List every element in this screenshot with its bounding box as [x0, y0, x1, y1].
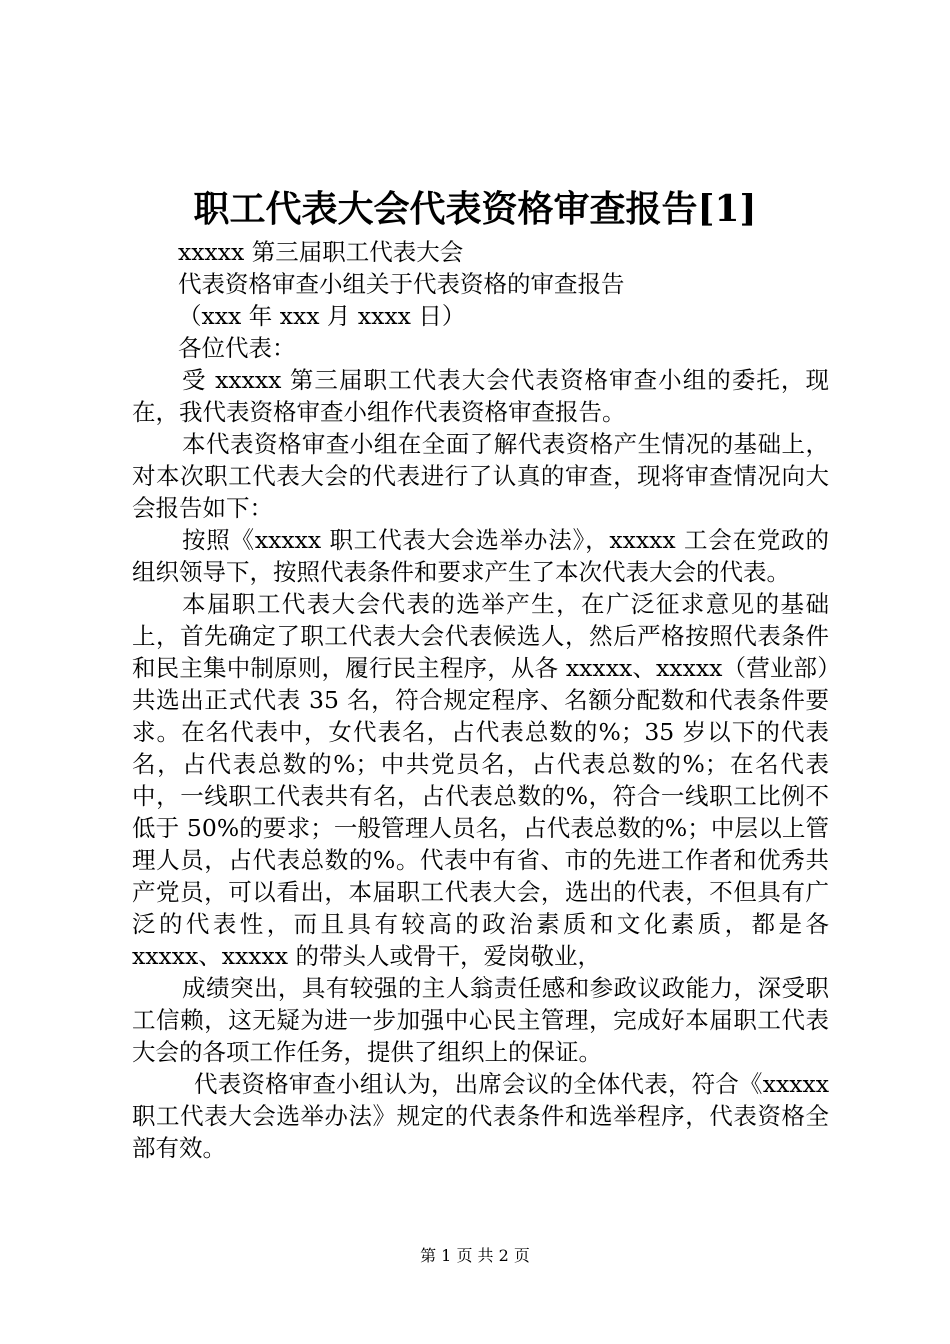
- paragraph: 本届职工代表大会代表的选举产生，在广泛征求意见的基础上，首先确定了职工代表大会代表候选人，然后严格按照代表条件和民主集中制原则，履行民主程序，从各 xxxxx、xxxxx（营业部）共选出正式代表 35 名，符合规定程序、名额分配数和代表条件要求。在名代表中，女代表名，占代表总数的%；35 岁以下的代表名，占代表总数的%；中共党员名，占代表总数的%；在名代表中，一线职工代表共有名，占代表总数的%，符合一线职工比例不低于 50%的要求；一般管理人员名，占代表总数的%；中层以上管理人员，占代表总数的%。代表中有省、市的先进工作者和优秀共产党员，可以看出，本届职工代表大会，选出的代表，不但具有广泛的代表性，而且具有较高的政治素质和文化素质，都是各 xxxxx、xxxxx 的带头人或骨干，爱岗敬业，: [132, 590, 829, 970]
- header-line-date: （xxx 年 xxx 月 xxxx 日）: [178, 302, 466, 330]
- paragraph: 成绩突出，具有较强的主人翁责任感和参政议政能力，深受职工信赖，这无疑为进一步加强中心民主管理，完成好本届职工代表大会的各项工作任务，提供了组织上的保证。: [132, 974, 829, 1066]
- paragraph: 受 xxxxx 第三届职工代表大会代表资格审查小组的委托，现在，我代表资格审查小组作代表资格审查报告。: [132, 366, 829, 426]
- page-footer: 第 1 页 共 2 页: [420, 1246, 530, 1265]
- header-line-congress: xxxxx 第三届职工代表大会: [178, 238, 464, 266]
- document-title: 职工代表大会代表资格审查报告[1]: [193, 188, 757, 230]
- paragraph: 代表资格审查小组认为，出席会议的全体代表，符合《xxxxx 职工代表大会选举办法》规定的代表条件和选举程序，代表资格全部有效。: [132, 1070, 829, 1162]
- header-line-report-name: 代表资格审查小组关于代表资格的审查报告: [178, 270, 625, 298]
- document-body: [132, 236, 829, 1164]
- salutation: 各位代表：: [178, 334, 296, 362]
- paragraph: 按照《xxxxx 职工代表大会选举办法》，xxxxx 工会在党政的组织领导下，按照代表条件和要求产生了本次代表大会的代表。: [132, 526, 829, 586]
- paragraph: 本代表资格审查小组在全面了解代表资格产生情况的基础上，对本次职工代表大会的代表进行了认真的审查，现将审查情况向大会报告如下：: [132, 430, 829, 522]
